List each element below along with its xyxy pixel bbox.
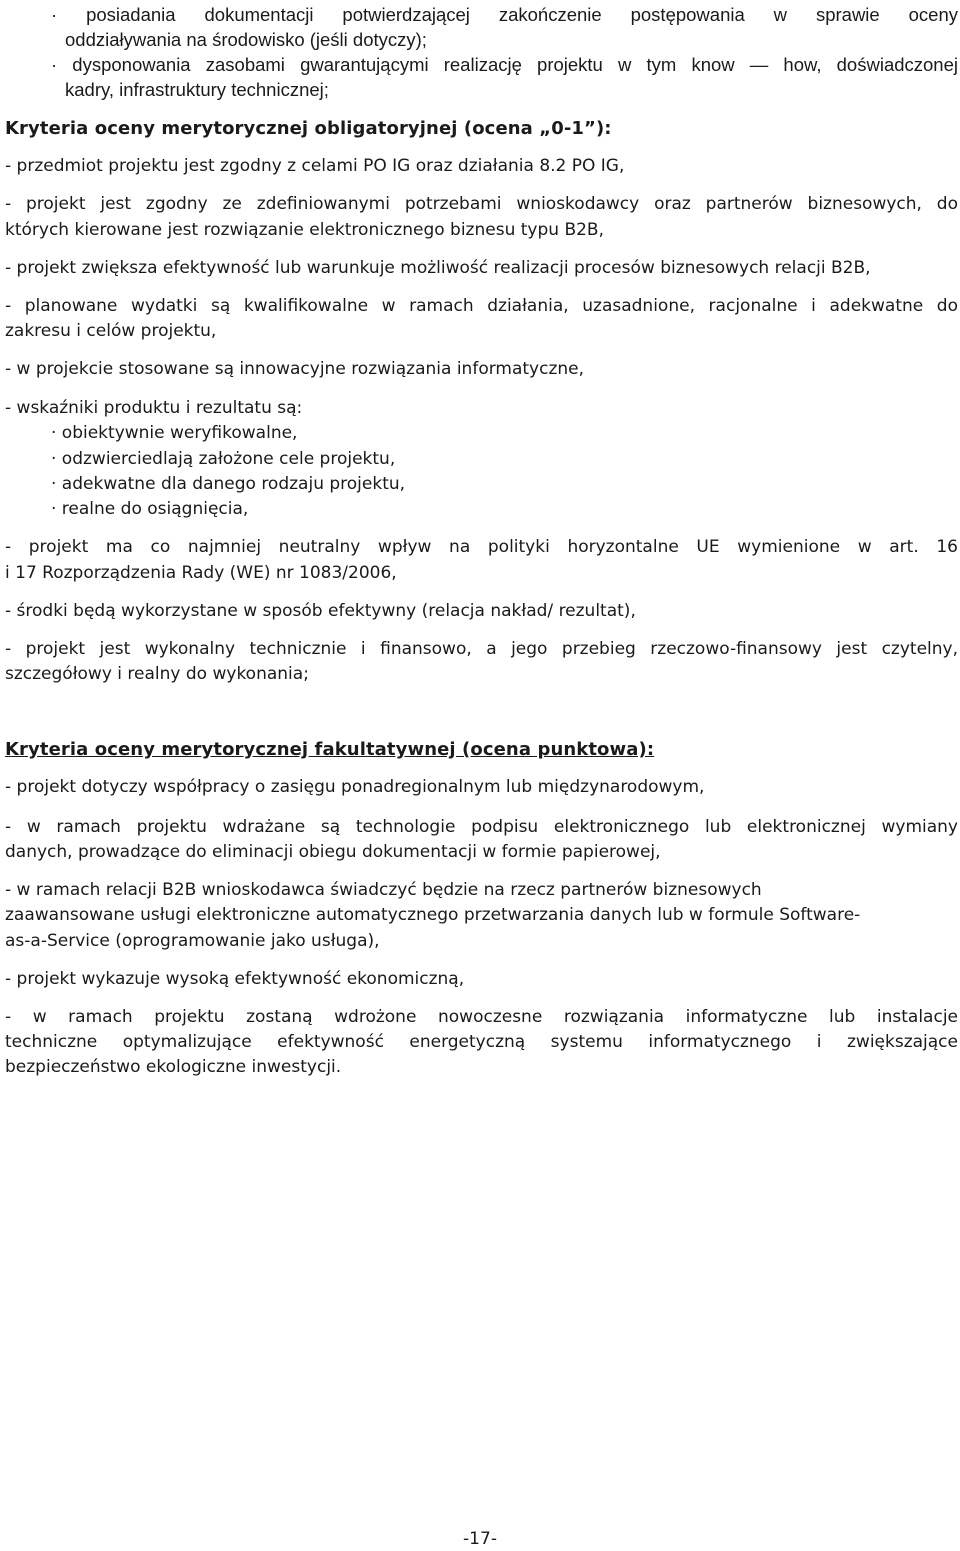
criterion-item-cont: szczegółowy i realny do wykonania; — [5, 664, 309, 684]
criterion-item-cont: techniczne optymalizujące efektywność energetyczną systemu informatycznego i zwiększające — [5, 1032, 958, 1052]
intro-bullet-resources: · dysponowania zasobami gwarantującymi realizację projektu w tym know — how, doświadczonej — [51, 54, 958, 75]
criterion-item-cont: as-a-Service (oprogramowanie jako usługa), — [5, 931, 380, 951]
page-number: -17- — [463, 1529, 497, 1549]
criterion-item-cont: i 17 Rozporządzenia Rady (WE) nr 1083/2006, — [5, 563, 397, 583]
intro-bullet-documentation: · posiadania dokumentacji potwierdzającej zakończenie postępowania w sprawie oceny — [51, 4, 958, 25]
criterion-item-cont: zakresu i celów projektu, — [5, 321, 217, 341]
criterion-item: - projekt wykazuje wysoką efektywność ekonomiczną, — [5, 969, 465, 989]
criterion-item: - w ramach projektu wdrażane są technologie podpisu elektronicznego lub elektronicznej wymiany — [5, 817, 958, 837]
criterion-item: - projekt jest wykonalny technicznie i finansowo, a jego przebieg rzeczowo-finansowy jest czytelny, — [5, 639, 958, 659]
criterion-item: - projekt zwiększa efektywność lub warunkuje możliwość realizacji procesów biznesowych relacji B2B, — [5, 258, 871, 278]
intro-bullet-resources-cont: kadry, infrastruktury technicznej; — [65, 79, 329, 100]
criterion-item-cont: danych, prowadzące do eliminacji obiegu dokumentacji w formie papierowej, — [5, 842, 661, 862]
section-heading-optional: Kryteria oceny merytorycznej fakultatywnej (ocena punktowa): — [5, 739, 655, 760]
criterion-item: - wskaźniki produktu i rezultatu są: — [5, 398, 303, 418]
criterion-item: - w ramach relacji B2B wnioskodawca świadczyć będzie na rzecz partnerów biznesowych — [5, 880, 762, 900]
criterion-item: - w projekcie stosowane są innowacyjne rozwiązania informatyczne, — [5, 359, 585, 379]
indicator-subitem: · realne do osiągnięcia, — [51, 499, 249, 519]
criterion-item-cont: których kierowane jest rozwiązanie elektronicznego biznesu typu B2B, — [5, 220, 604, 240]
criterion-item: - projekt dotyczy współpracy o zasięgu ponadregionalnym lub międzynarodowym, — [5, 777, 705, 797]
criterion-item: - planowane wydatki są kwalifikowalne w ramach działania, uzasadnione, racjonalne i adekwatne do — [5, 296, 958, 316]
section-heading-obligatory: Kryteria oceny merytorycznej obligatoryjnej (ocena „0-1”): — [5, 118, 612, 139]
indicator-subitem: · obiektywnie weryfikowalne, — [51, 423, 298, 443]
criterion-item: - przedmiot projektu jest zgodny z celami PO IG oraz działania 8.2 PO IG, — [5, 156, 625, 176]
criterion-item-cont: zaawansowane usługi elektroniczne automatycznego przetwarzania danych lub w formule Software- — [5, 905, 861, 925]
criterion-item: - w ramach projektu zostaną wdrożone nowoczesne rozwiązania informatyczne lub instalacje — [5, 1007, 958, 1027]
criterion-item: - projekt ma co najmniej neutralny wpływ na polityki horyzontalne UE wymienione w art. 16 — [5, 537, 958, 557]
criterion-item-cont: bezpieczeństwo ekologiczne inwestycji. — [5, 1057, 342, 1077]
criterion-item: - projekt jest zgodny ze zdefiniowanymi potrzebami wnioskodawcy oraz partnerów biznesowych, do — [5, 194, 958, 214]
indicator-subitem: · odzwierciedlają założone cele projektu, — [51, 449, 396, 469]
indicator-subitem: · adekwatne dla danego rodzaju projektu, — [51, 474, 406, 494]
intro-bullet-documentation-cont: oddziaływania na środowisko (jeśli dotyczy); — [65, 29, 427, 50]
criterion-item: - środki będą wykorzystane w sposób efektywny (relacja nakład/ rezultat), — [5, 601, 636, 621]
